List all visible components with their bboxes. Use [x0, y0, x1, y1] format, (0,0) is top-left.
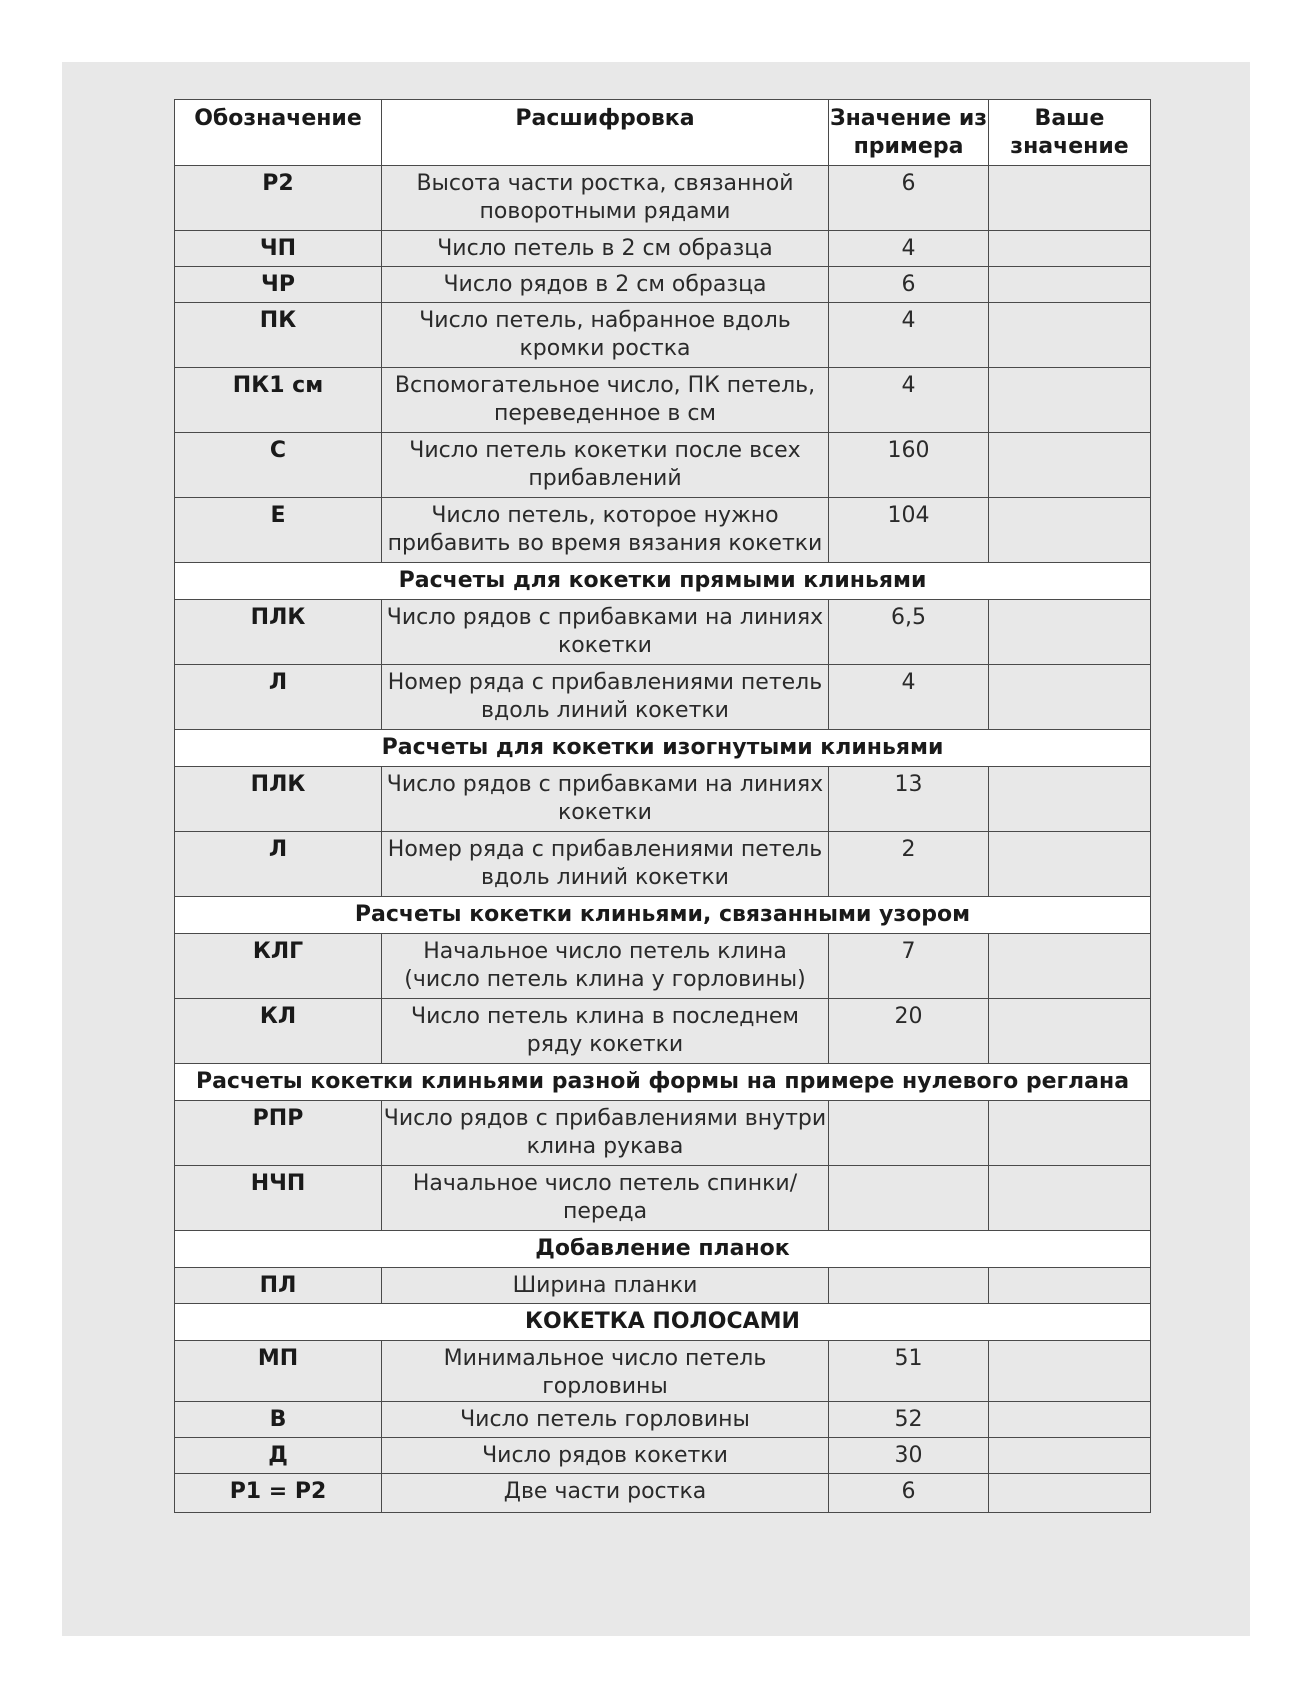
description-cell: Число рядов с прибавками на линиях кокетки	[382, 767, 829, 832]
table-row	[175, 665, 1151, 730]
header-symbol: Обозначение	[175, 100, 382, 166]
description-cell: Номер ряда с прибавлениями петель вдоль линий кокетки	[382, 832, 829, 897]
your-value-cell[interactable]	[989, 267, 1151, 303]
example-value-cell: 4	[829, 303, 989, 368]
section-title: Расчеты для кокетки изогнутыми клиньями	[175, 730, 1151, 767]
your-value-cell[interactable]	[989, 1341, 1151, 1402]
table-row	[175, 1166, 1151, 1231]
description-cell: Число рядов кокетки	[382, 1438, 829, 1474]
description-cell: Две части ростка	[382, 1474, 829, 1513]
example-value-cell: 2	[829, 832, 989, 897]
table-row	[175, 303, 1151, 368]
your-value-cell[interactable]	[989, 1402, 1151, 1438]
table-row	[175, 368, 1151, 433]
table-row	[175, 166, 1151, 231]
header-your-value: Ваше значение	[989, 100, 1151, 166]
symbol-cell: КЛГ	[175, 934, 382, 999]
symbol-cell: ПЛК	[175, 600, 382, 665]
symbol-cell: С	[175, 433, 382, 498]
section-row	[175, 1231, 1151, 1268]
example-value-cell	[829, 1268, 989, 1304]
description-cell: Число петель, которое нужно прибавить во время вязания кокетки	[382, 498, 829, 563]
your-value-cell[interactable]	[989, 1438, 1151, 1474]
symbol-cell: МП	[175, 1341, 382, 1402]
section-row	[175, 897, 1151, 934]
your-value-cell[interactable]	[989, 498, 1151, 563]
symbol-cell: ПК1 см	[175, 368, 382, 433]
table-body	[175, 166, 1151, 1513]
your-value-cell[interactable]	[989, 1268, 1151, 1304]
your-value-cell[interactable]	[989, 600, 1151, 665]
your-value-cell[interactable]	[989, 999, 1151, 1064]
notation-table	[174, 99, 1151, 1513]
table-row	[175, 1101, 1151, 1166]
example-value-cell: 6	[829, 1474, 989, 1513]
section-title: Расчеты кокетки клиньями разной формы на примере нулевого реглана	[175, 1064, 1151, 1101]
description-cell: Число рядов в 2 см образца	[382, 267, 829, 303]
description-cell: Высота части ростка, связанной поворотными рядами	[382, 166, 829, 231]
your-value-cell[interactable]	[989, 1101, 1151, 1166]
symbol-cell: ЧП	[175, 231, 382, 267]
your-value-cell[interactable]	[989, 767, 1151, 832]
symbol-cell: Л	[175, 665, 382, 730]
header-description: Расшифровка	[382, 100, 829, 166]
section-row	[175, 1304, 1151, 1341]
example-value-cell: 4	[829, 231, 989, 267]
your-value-cell[interactable]	[989, 231, 1151, 267]
table-row	[175, 600, 1151, 665]
symbol-cell: В	[175, 1402, 382, 1438]
example-value-cell: 20	[829, 999, 989, 1064]
table-row	[175, 267, 1151, 303]
example-value-cell: 6	[829, 166, 989, 231]
section-title: Расчеты для кокетки прямыми клиньями	[175, 563, 1151, 600]
symbol-cell: КЛ	[175, 999, 382, 1064]
description-cell: Начальное число петель спинки/ переда	[382, 1166, 829, 1231]
symbol-cell: Е	[175, 498, 382, 563]
description-cell: Ширина планки	[382, 1268, 829, 1304]
example-value-cell: 13	[829, 767, 989, 832]
symbol-cell: Р2	[175, 166, 382, 231]
your-value-cell[interactable]	[989, 1474, 1151, 1513]
table-row	[175, 498, 1151, 563]
your-value-cell[interactable]	[989, 166, 1151, 231]
description-cell: Число петель, набранное вдоль кромки ростка	[382, 303, 829, 368]
description-cell: Число петель в 2 см образца	[382, 231, 829, 267]
symbol-cell: ПЛК	[175, 767, 382, 832]
symbol-cell: Д	[175, 1438, 382, 1474]
example-value-cell: 51	[829, 1341, 989, 1402]
description-cell: Номер ряда с прибавлениями петель вдоль линий кокетки	[382, 665, 829, 730]
symbol-cell: Л	[175, 832, 382, 897]
section-row	[175, 730, 1151, 767]
table-row	[175, 1438, 1151, 1474]
description-cell: Начальное число петель клина (число петель клина у горловины)	[382, 934, 829, 999]
section-title: КОКЕТКА ПОЛОСАМИ	[175, 1304, 1151, 1341]
table-row	[175, 1474, 1151, 1513]
example-value-cell: 30	[829, 1438, 989, 1474]
example-value-cell: 52	[829, 1402, 989, 1438]
table-row	[175, 767, 1151, 832]
table-row	[175, 1402, 1151, 1438]
section-title: Расчеты кокетки клиньями, связанными узором	[175, 897, 1151, 934]
example-value-cell	[829, 1101, 989, 1166]
description-cell: Число рядов с прибавками на линиях кокетки	[382, 600, 829, 665]
section-row	[175, 563, 1151, 600]
table-row	[175, 832, 1151, 897]
table-row	[175, 1268, 1151, 1304]
example-value-cell: 7	[829, 934, 989, 999]
your-value-cell[interactable]	[989, 1166, 1151, 1231]
example-value-cell	[829, 1166, 989, 1231]
example-value-cell: 160	[829, 433, 989, 498]
description-cell: Число петель горловины	[382, 1402, 829, 1438]
table-row	[175, 1341, 1151, 1402]
description-cell: Число петель клина в последнем ряду кокетки	[382, 999, 829, 1064]
section-title: Добавление планок	[175, 1231, 1151, 1268]
your-value-cell[interactable]	[989, 832, 1151, 897]
symbol-cell: РПР	[175, 1101, 382, 1166]
table-header-row	[175, 100, 1151, 166]
description-cell: Вспомогательное число, ПК петель, переведенное в см	[382, 368, 829, 433]
table-row	[175, 934, 1151, 999]
your-value-cell[interactable]	[989, 303, 1151, 368]
your-value-cell[interactable]	[989, 433, 1151, 498]
symbol-cell: Р1 = Р2	[175, 1474, 382, 1513]
table-row	[175, 433, 1151, 498]
description-cell: Минимальное число петель горловины	[382, 1341, 829, 1402]
example-value-cell: 6,5	[829, 600, 989, 665]
your-value-cell[interactable]	[989, 665, 1151, 730]
symbol-cell: ПК	[175, 303, 382, 368]
symbol-cell: НЧП	[175, 1166, 382, 1231]
example-value-cell: 6	[829, 267, 989, 303]
symbol-cell: ЧР	[175, 267, 382, 303]
example-value-cell: 104	[829, 498, 989, 563]
table-row	[175, 231, 1151, 267]
description-cell: Число рядов с прибавлениями внутри клина рукава	[382, 1101, 829, 1166]
description-cell: Число петель кокетки после всех прибавлений	[382, 433, 829, 498]
example-value-cell: 4	[829, 665, 989, 730]
section-row	[175, 1064, 1151, 1101]
your-value-cell[interactable]	[989, 934, 1151, 999]
your-value-cell[interactable]	[989, 368, 1151, 433]
table-row	[175, 999, 1151, 1064]
header-example-value: Значение из примера	[829, 100, 989, 166]
symbol-cell: ПЛ	[175, 1268, 382, 1304]
example-value-cell: 4	[829, 368, 989, 433]
